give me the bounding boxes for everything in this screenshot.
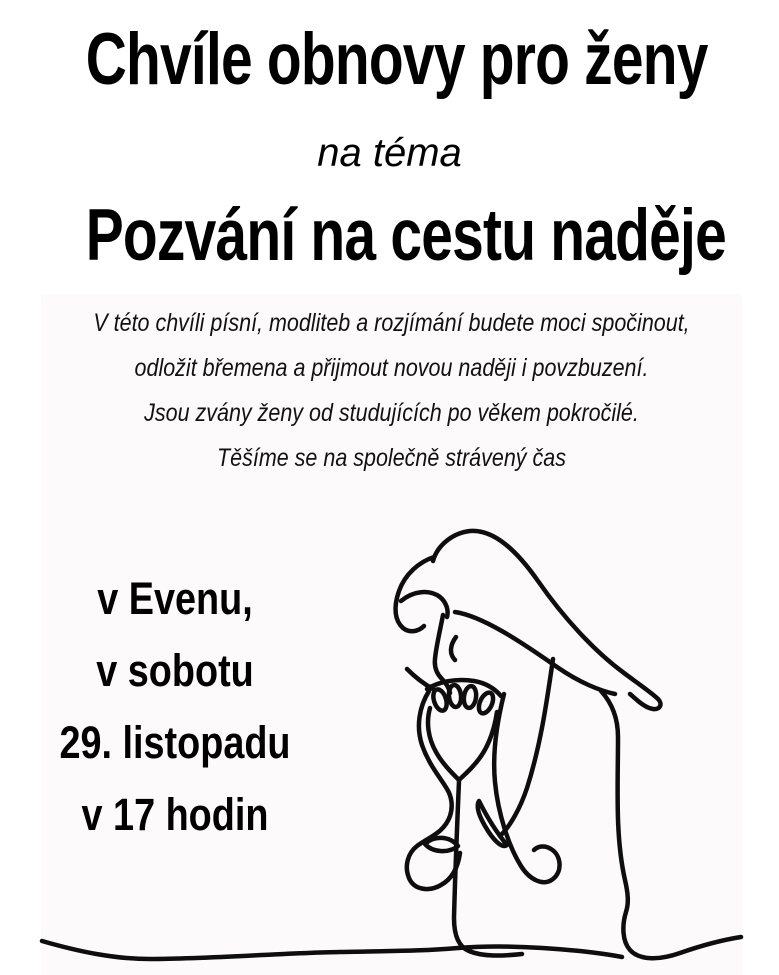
finger-loop [448, 684, 462, 707]
event-day: v sobotu [96, 645, 254, 696]
closed-eye [451, 637, 456, 660]
theme-title: Pozvání na cestu naděje [85, 195, 726, 276]
hair-lock-inner [401, 592, 448, 617]
page-title: Chvíle obnovy pro ženy [85, 19, 708, 100]
finger-loop [463, 685, 478, 708]
left-cuff-slit [425, 838, 458, 851]
subtitle-prefix: na téma [317, 131, 462, 175]
forearm-line [454, 781, 522, 956]
intro-line: Těšíme se na společně strávený čas [217, 444, 566, 472]
intro-line: V této chvíli písní, modliteb a rozjímání budete moci spočinout, [93, 309, 690, 337]
baseline-wave [42, 941, 622, 959]
finger-loop [431, 688, 449, 713]
hand-right-edge [459, 712, 497, 780]
right-arm-inner [501, 659, 553, 835]
event-place: v Evenu, [97, 573, 253, 624]
intro-line: Jsou zvány ženy od studujících po věkem pokročilé. [144, 399, 639, 427]
intro-line: odložit břemena a přijmout novou naději i povzbuzení. [134, 354, 649, 382]
event-time: v 17 hodin [81, 789, 269, 840]
torso-line [601, 691, 741, 958]
event-date: 29. listopadu [59, 717, 291, 768]
finger-loop [476, 691, 496, 716]
left-sleeve [407, 691, 460, 889]
